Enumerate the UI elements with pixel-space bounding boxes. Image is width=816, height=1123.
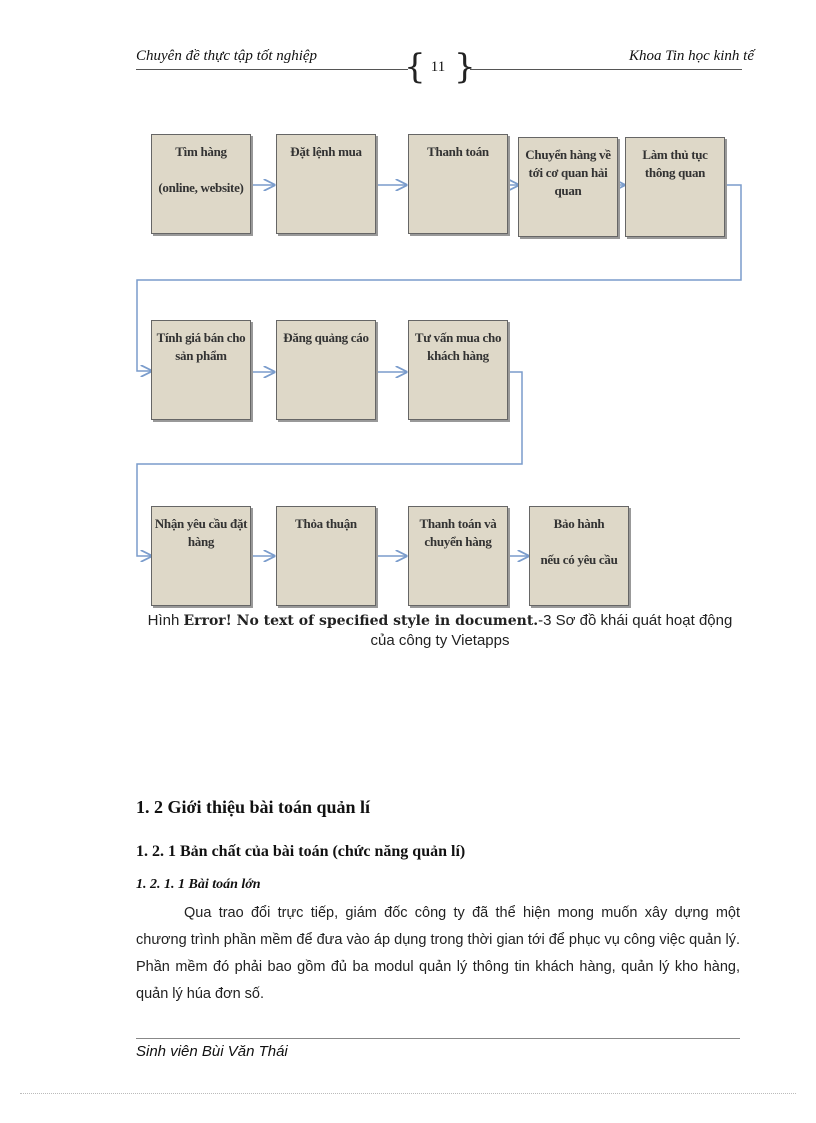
process-box xyxy=(408,134,508,234)
box-label: Thanh toán và chuyển hàng xyxy=(419,516,497,549)
page-number-right-brace: } xyxy=(454,47,476,87)
process-box xyxy=(408,506,508,606)
body-paragraph xyxy=(136,900,740,1008)
header-left-title: Chuyên đề thực tập tốt nghiệp xyxy=(136,48,318,64)
box-label: Tư vấn mua cho khách hàng xyxy=(414,330,502,363)
figure-caption xyxy=(120,611,760,650)
box-sublabel: nếu có yêu cầu xyxy=(540,552,618,567)
caption-line2: của công ty Vietapps xyxy=(370,632,510,649)
caption-error-text: Error! No text of specified style in document. xyxy=(183,613,539,629)
box-label: Tìm hàng xyxy=(175,144,227,159)
caption-prefix: Hình xyxy=(147,612,180,629)
box-label: Đăng quảng cáo xyxy=(283,330,369,345)
process-box xyxy=(518,137,618,237)
section-heading: 1. 2 Giới thiệu bài toán quản lí xyxy=(136,797,371,817)
process-box xyxy=(408,320,508,420)
box-label: Nhận yêu cầu đặt hàng xyxy=(154,516,248,549)
process-box xyxy=(151,506,251,606)
process-box xyxy=(151,320,251,420)
box-label: Làm thủ tục thông quan xyxy=(642,147,708,180)
paragraph-text: Qua trao đổi trực tiếp, giám đốc công ty đã thể hiện mong muốn xây dựng một chương trình phần mềm để đưa vào áp dụng trong thời gian tới để phục vụ công việc quản lý. Phần mềm đó phải bao gồm đủ ba modul quản lý thông tin khách hàng, quản lý kho hàng, quản lý húa đơn số. xyxy=(136,905,740,1002)
box-label: Đặt lệnh mua xyxy=(290,144,362,159)
header-right-title: Khoa Tin học kinh tế xyxy=(629,48,754,64)
process-box xyxy=(276,320,376,420)
box-sublabel: (online, website) xyxy=(158,180,244,195)
box-label: Chuyển hàng về tới cơ quan hải quan xyxy=(525,147,611,198)
process-box xyxy=(276,506,376,606)
process-box xyxy=(151,134,251,234)
box-label: Thỏa thuận xyxy=(295,516,357,531)
page-bottom-border xyxy=(20,1093,796,1094)
box-label: Tính giá bán cho sản phẩm xyxy=(156,330,246,363)
footer-author: Sinh viên Bùi Văn Thái xyxy=(136,1043,288,1060)
box-label: Thanh toán xyxy=(427,144,489,159)
process-box xyxy=(625,137,725,237)
box-label: Bảo hành xyxy=(553,516,605,531)
subsubsection-heading: 1. 2. 1. 1 Bài toán lớn xyxy=(136,877,261,892)
process-box xyxy=(529,506,629,606)
caption-rest: -3 Sơ đồ khái quát hoạt động xyxy=(538,612,733,629)
process-box xyxy=(276,134,376,234)
footer-divider xyxy=(136,1038,740,1039)
page-number-left-brace: { xyxy=(404,47,426,87)
page-number: 11 xyxy=(430,59,446,75)
subsection-heading: 1. 2. 1 Bản chất của bài toán (chức năng quản lí) xyxy=(136,843,466,860)
